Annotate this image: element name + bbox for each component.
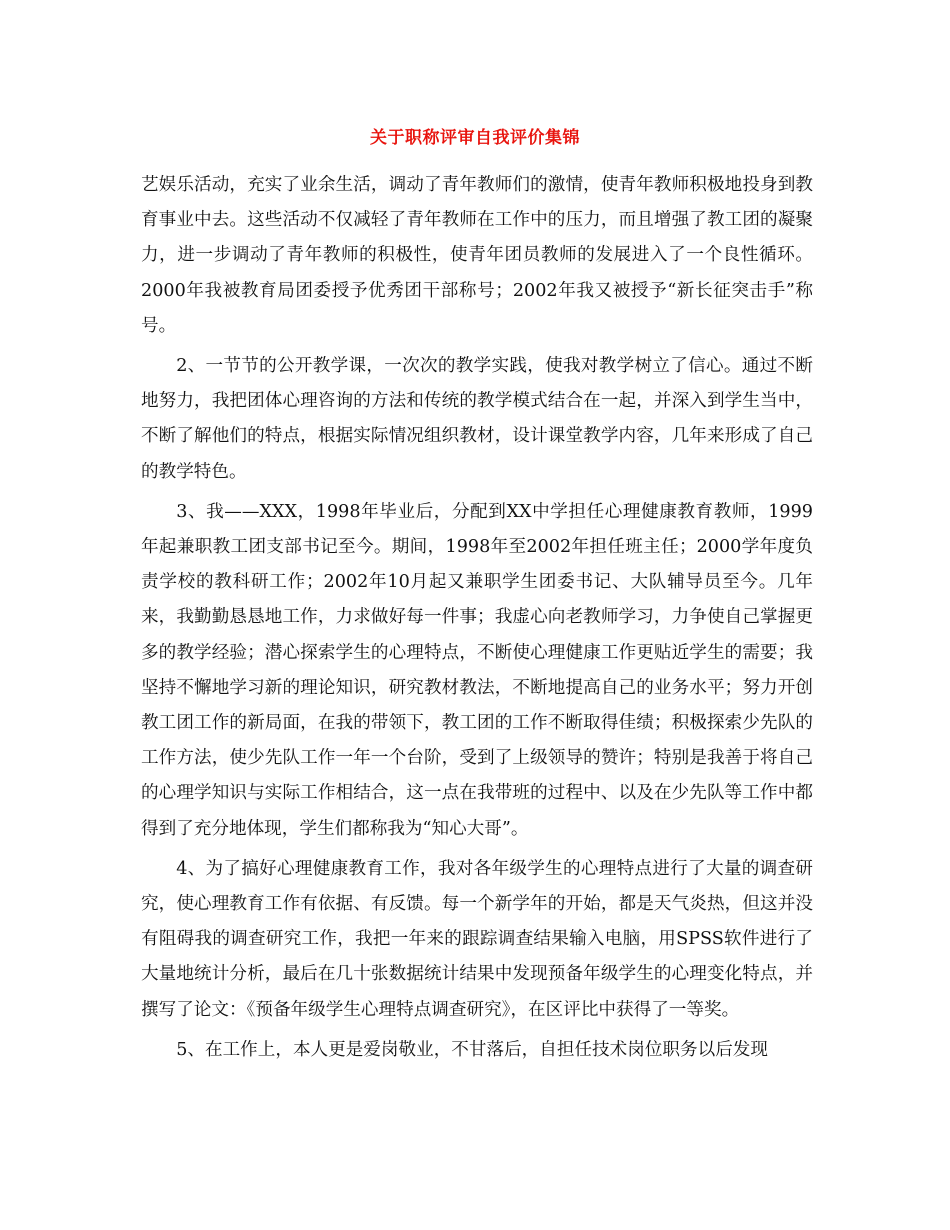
- paragraph-item-3: 3、我——XXX，1998年毕业后，分配到XX中学担任心理健康教育教师，1999年起兼职教工团支部书记至今。期间，1998年至2002年担任班主任；2000学年度负责学校的教科研工作；2002年10月起又兼职学生团委书记、大队辅导员至今。几年来，我勤勤恳恳地工作，力求做好每一件事；我虚心向老教师学习，力争使自己掌握更多的教学经验；潜心探索学生的心理特点，不断使心理健康工作更贴近学生的需要；我坚持不懈地学习新的理论知识，研究教材教法，不断地提高自己的业务水平；努力开创教工团工作的新局面，在我的带领下，教工团的工作不断取得佳绩；积极探索少先队的工作方法，使少先队工作一年一个台阶，受到了上级领导的赞许；特别是我善于将自己的心理学知识与实际工作相结合，这一点在我带班的过程中、以及在少先队等工作中都得到了充分地体现，学生们都称我为“知心大哥”。: [141, 501, 813, 839]
- paragraph-item-4: 4、为了搞好心理健康教育工作，我对各年级学生的心理特点进行了大量的调查研究，使心理教育工作有依据、有反馈。每一个新学年的开始，都是天气炎热，但这并没有阻碍我的调查研究工作，我把一年来的跟踪调查结果输入电脑，用SPSS软件进行了大量地统计分析，最后在几十张数据统计结果中发现预备年级学生的心理变化特点，并撰写了论文：《预备年级学生心理特点调查研究》，在区评比中获得了一等奖。: [141, 858, 813, 1020]
- document-body: [141, 168, 813, 1073]
- paragraph-continuation: 艺娱乐活动，充实了业余生活，调动了青年教师们的激情，使青年教师积极地投身到教育事业中去。这些活动不仅减轻了青年教师在工作中的压力，而且增强了教工团的凝聚力，进一步调动了青年教师的积极性，使青年团员教师的发展进入了一个良性循环。2000年我被教育局团委授予优秀团干部称号；2002年我又被授予“新长征突击手”称号。: [141, 175, 813, 336]
- paragraph-item-2: 2、一节节的公开教学课，一次次的教学实践，使我对教学树立了信心。通过不断地努力，我把团体心理咨询的方法和传统的教学模式结合在一起，并深入到学生当中，不断了解他们的特点，根据实际情况组织教材，设计课堂教学内容，几年来形成了自己的教学特色。: [141, 356, 813, 482]
- paragraph-item-5: 5、在工作上，本人更是爱岗敬业，不甘落后，自担任技术岗位职务以后发现: [176, 1039, 768, 1060]
- document-title: 关于职称评审自我评价集锦: [370, 128, 580, 148]
